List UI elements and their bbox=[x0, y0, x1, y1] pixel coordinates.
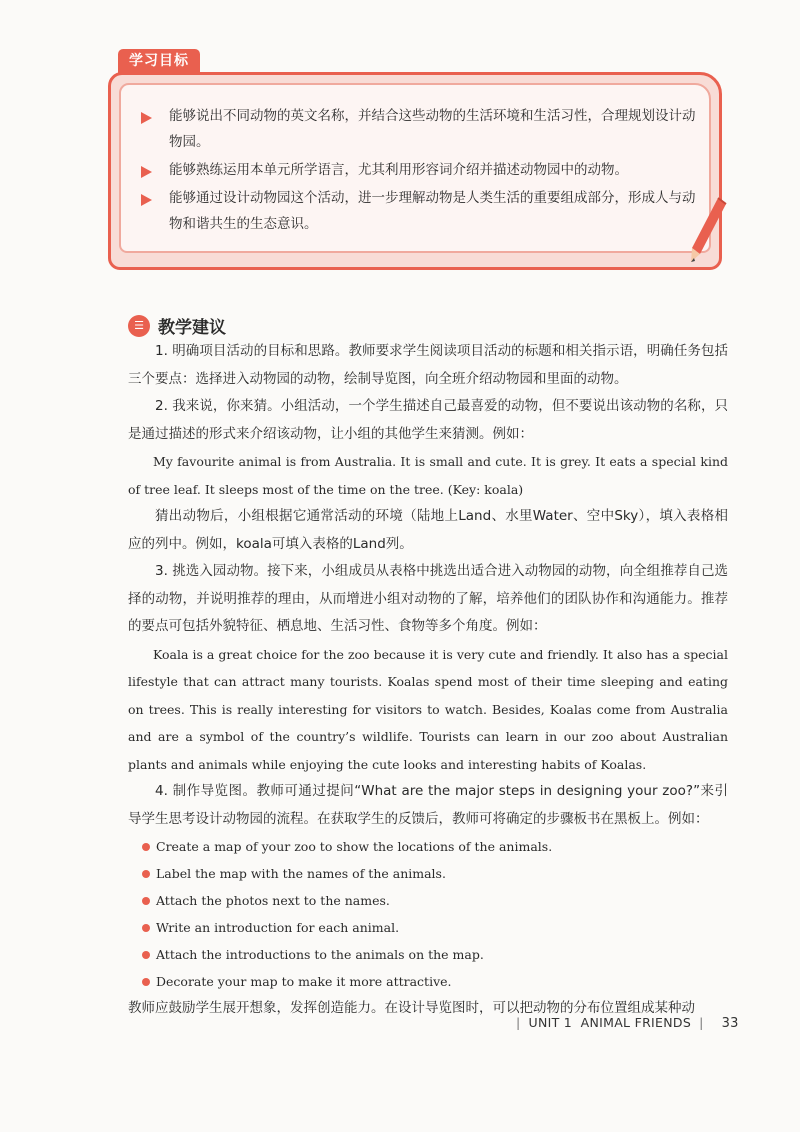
paragraph-3: 3. 挑选入园动物。接下来，小组成员从表格中挑选出适合进入动物园的动物，向全组推荐自己选择的动物，并说明推荐的理由，从而增进小组对动物的了解，培养他们的团队协作和沟通能力。推荐的要点可包括外貌特征、栖息地、生活习性、食物等多个角度。例如： bbox=[128, 563, 728, 634]
list-item bbox=[142, 860, 728, 887]
arrow-bullet-icon bbox=[141, 194, 152, 206]
objectives-tab: 学习目标 bbox=[118, 49, 200, 73]
step-text: Decorate your map to make it more attractive. bbox=[156, 974, 452, 989]
paragraph-2-follow: 猜出动物后，小组根据它通常活动的环境（陆地上Land、水里Water、空中Sky），填入表格相应的列中。例如，koala可填入表格的Land列。 bbox=[128, 508, 728, 552]
objective-item bbox=[141, 103, 696, 155]
bullet-dot-icon bbox=[142, 843, 150, 851]
list-item bbox=[142, 887, 728, 914]
footer-separator: | bbox=[516, 1015, 521, 1030]
paragraph-2: 2. 我来说，你来猜。小组活动，一个学生描述自己最喜爱的动物，但不要说出该动物的名称，只是通过描述的形式来介绍该动物，让小组的其他学生来猜测。例如： bbox=[128, 398, 728, 442]
objective-item bbox=[141, 185, 696, 237]
list-item bbox=[142, 914, 728, 941]
step-text: Create a map of your zoo to show the locations of the animals. bbox=[156, 839, 553, 854]
page-footer bbox=[508, 1015, 739, 1031]
section-title: 教学建议 bbox=[158, 318, 226, 338]
footer-separator: | bbox=[699, 1015, 704, 1030]
objectives-panel bbox=[119, 83, 711, 253]
steps-list bbox=[128, 833, 728, 995]
page-number: 33 bbox=[721, 1016, 739, 1031]
paragraph-5: 教师应鼓励学生展开想象，发挥创造能力。在设计导览图时，可以把动物的分布位置组成某种动 bbox=[128, 1000, 695, 1016]
objective-text: 能够熟练运用本单元所学语言，尤其利用形容词介绍并描述动物园中的动物。 bbox=[169, 162, 628, 178]
step-text: Attach the photos next to the names. bbox=[156, 893, 390, 908]
step-text: Label the map with the names of the animals. bbox=[156, 866, 446, 881]
objectives-box bbox=[108, 72, 722, 270]
pencil-icon bbox=[688, 196, 728, 266]
bullet-dot-icon bbox=[142, 870, 150, 878]
list-item bbox=[142, 833, 728, 860]
paragraph-1: 1. 明确项目活动的目标和思路。教师要求学生阅读项目活动的标题和相关指示语，明确任务包括三个要点：选择进入动物园的动物，绘制导览图，向全班介绍动物园和里面的动物。 bbox=[128, 343, 728, 387]
chat-bubble-icon: ☰ bbox=[128, 315, 150, 337]
example-guess: My favourite animal is from Australia. It is small and cute. It is grey. It eats a special kind of tree leaf. It sleeps most of the time on the tree. (Key: koala) bbox=[128, 454, 728, 497]
example-koala: Koala is a great choice for the zoo because it is very cute and friendly. It also has a special lifestyle that can attract many tourists. Koalas spend most of their time sleeping and eating on trees. This is really interesting for visitors to watch. Besides, Koalas come from Australia and are a symbol of the country’s wildlife. Tourists can learn in our zoo about Australian plants and animals while enjoying the cute looks and interesting habits of Koalas. bbox=[128, 646, 728, 772]
footer-title: ANIMAL FRIENDS bbox=[580, 1015, 692, 1030]
objective-item bbox=[141, 157, 696, 183]
step-text: Write an introduction for each animal. bbox=[156, 920, 400, 935]
section-header bbox=[128, 313, 226, 338]
objectives-list bbox=[141, 103, 696, 239]
arrow-bullet-icon bbox=[141, 112, 152, 124]
list-item bbox=[142, 941, 728, 968]
suggestions-body bbox=[128, 338, 728, 1023]
paragraph-4: 4. 制作导览图。教师可通过提问“What are the major steps in designing your zoo?”来引导学生思考设计动物园的流程。在获取学生的反馈后，教师可将确定的步骤板书在黑板上。例如： bbox=[128, 783, 728, 827]
bullet-dot-icon bbox=[142, 924, 150, 932]
bullet-dot-icon bbox=[142, 951, 150, 959]
objective-text: 能够说出不同动物的英文名称，并结合这些动物的生活环境和生活习性，合理规划设计动物园。 bbox=[169, 108, 696, 150]
objective-text: 能够通过设计动物园这个活动，进一步理解动物是人类生活的重要组成部分，形成人与动物和谐共生的生态意识。 bbox=[169, 190, 696, 232]
footer-unit: UNIT 1 bbox=[528, 1015, 573, 1030]
bullet-dot-icon bbox=[142, 978, 150, 986]
arrow-bullet-icon bbox=[141, 166, 152, 178]
list-item bbox=[142, 968, 728, 995]
step-text: Attach the introductions to the animals on the map. bbox=[156, 947, 484, 962]
bullet-dot-icon bbox=[142, 897, 150, 905]
